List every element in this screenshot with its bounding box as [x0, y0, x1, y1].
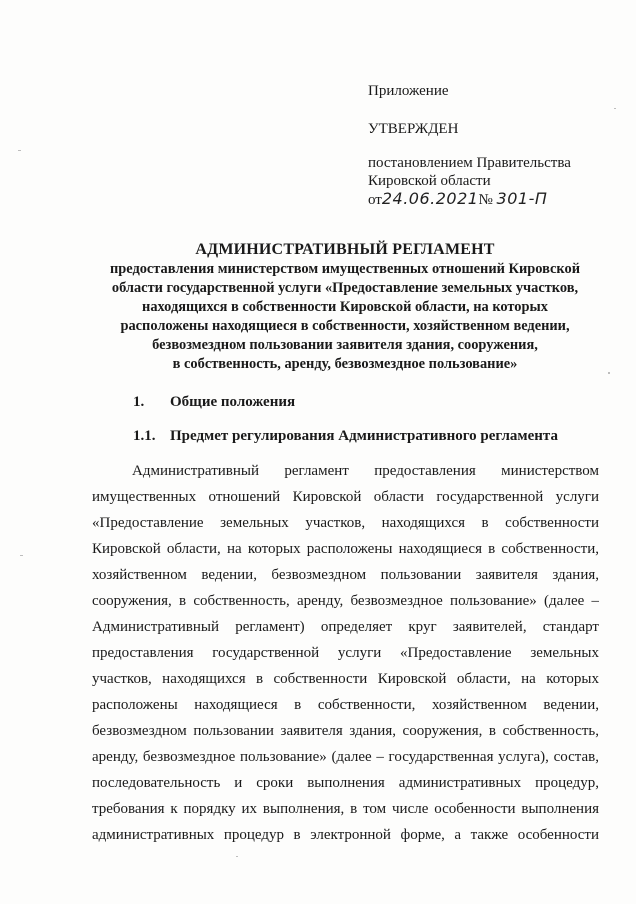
scan-speck: [236, 856, 238, 857]
subtitle-line: расположены находящиеся в собственности, хозяйственном ведении,: [120, 318, 570, 334]
scan-speck: [18, 150, 21, 151]
scan-speck: [608, 372, 610, 374]
paragraph-line: «Предоставление земельных участков, находящихся в собственности: [92, 515, 599, 531]
body-paragraph: [92, 458, 599, 848]
decree-line-1: постановлением Правительства: [368, 155, 571, 171]
subtitle-line: предоставления министерством имущественных отношений Кировской: [109, 261, 581, 277]
paragraph-line: Административный регламент предоставления министерством: [132, 463, 599, 479]
paragraph-line: участков, находящихся в собственности Кировской области, на которых: [92, 671, 599, 687]
paragraph-line: Кировской области, на которых расположены находящиеся в собственности,: [92, 541, 599, 557]
subtitle-line: находящихся в собственности Кировской области, на которых: [142, 299, 548, 315]
paragraph-line: Административный регламент) определяет круг заявителей, стандарт: [92, 619, 599, 635]
approval-block: [368, 82, 618, 209]
paragraph-line: имущественных отношений Кировской области государственной услуги: [92, 489, 599, 505]
paragraph-line: требования к порядку их выполнения, в том числе особенности выполнения: [92, 801, 599, 817]
section-title: Общие положения: [170, 394, 296, 410]
subsection-title: Предмет регулирования Административного регламента: [170, 428, 558, 444]
subtitle-line: области государственной услуги «Предоставление земельных участков,: [111, 280, 579, 296]
section-heading-general: [133, 393, 295, 411]
document-subtitle: [60, 260, 630, 374]
paragraph-line: расположены находящиеся в собственности, хозяйственном ведении,: [92, 697, 599, 713]
scan-speck: [20, 555, 23, 556]
paragraph-line: сооружения, в собственность, аренду, безвозмездное пользование» (далее –: [92, 593, 599, 609]
document-title-block: [60, 240, 630, 374]
section-number: 1.: [133, 394, 145, 410]
handwritten-number: 301-П: [496, 189, 548, 208]
paragraph-line: безвозмездном пользовании заявителя здания, сооружения, в собственность,: [92, 723, 599, 739]
decree-line-2: Кировской области: [368, 173, 491, 189]
paragraph-line: административных процедур в электронной форме, а также особенности: [92, 827, 599, 843]
document-title: АДМИНИСТРАТИВНЫЙ РЕГЛАМЕНТ: [195, 241, 495, 258]
paragraph-line: предоставления государственной услуги «Предоставление земельных: [92, 645, 599, 661]
date-prefix: от: [368, 192, 382, 208]
subsection-number: 1.1.: [133, 428, 156, 444]
paragraph-line: аренду, безвозмездное пользование» (далее – государственная услуга), состав,: [92, 749, 599, 765]
subtitle-line: в собственность, аренду, безвозмездное пользование»: [172, 356, 518, 372]
appendix-label: Приложение: [368, 83, 449, 99]
approved-label: УТВЕРЖДЕН: [368, 121, 459, 137]
subsection-heading-subject: [133, 427, 558, 445]
subtitle-line: безвозмездном пользовании заявителя здания, сооружения,: [152, 337, 538, 353]
paragraph-line: хозяйственном ведении, безвозмездном пользовании заявителя здания,: [92, 567, 599, 583]
scan-speck: [614, 108, 616, 109]
number-sign: №: [478, 192, 493, 208]
paragraph-line: последовательность и сроки выполнения административных процедур,: [92, 775, 599, 791]
handwritten-date: 24.06.2021: [381, 189, 479, 208]
decree-date-line: [368, 190, 618, 209]
